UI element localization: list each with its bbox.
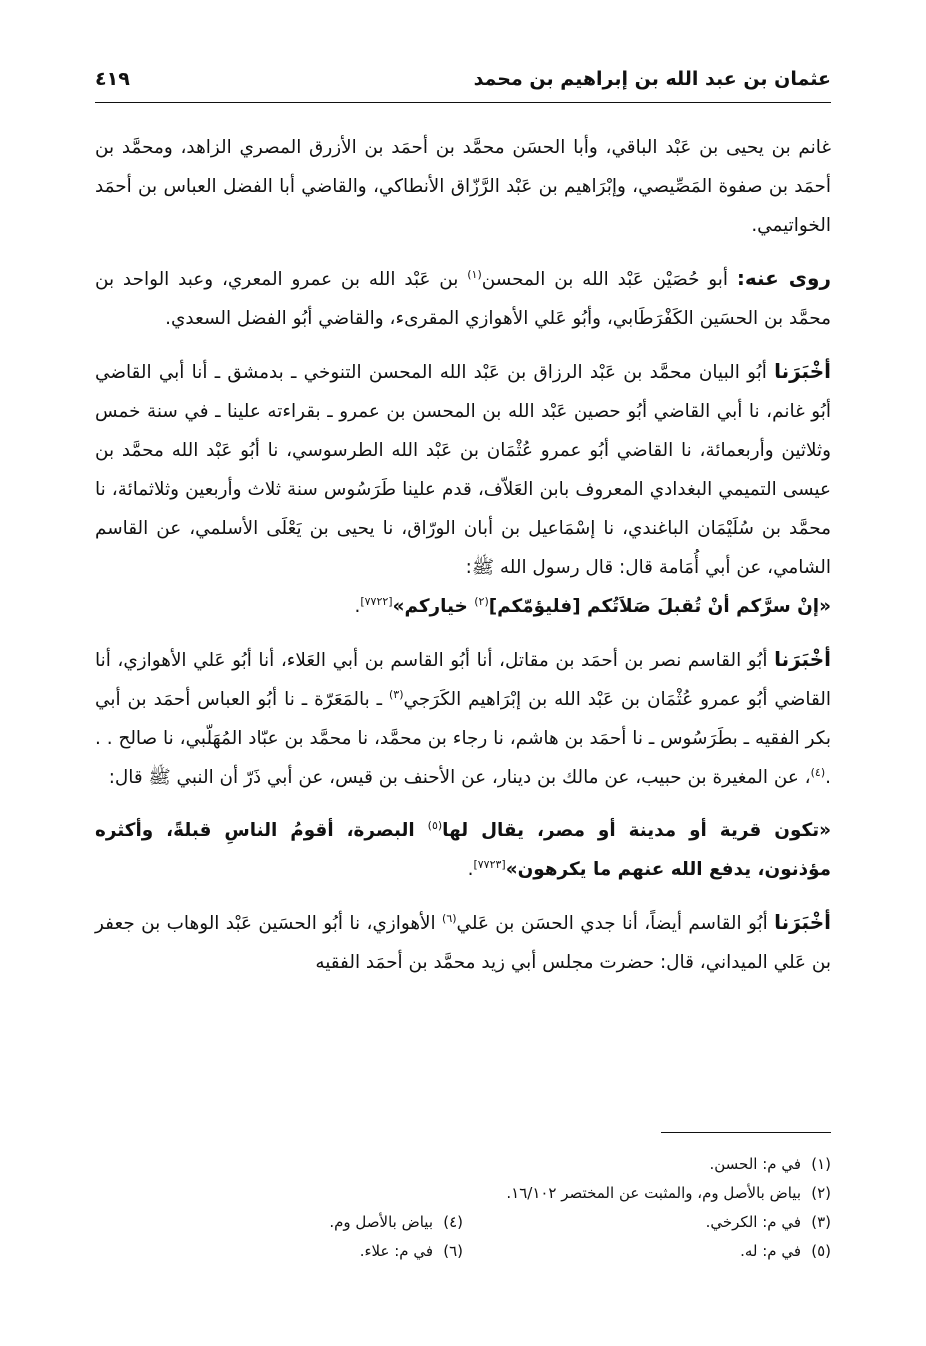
paragraph-4 (95, 640, 831, 797)
hadith-ref-7722: [٧٧٢٢] (360, 594, 393, 608)
footnote-text: بياض بالأصل وم، والمثبت عن المختصر ١٦/١٠٢. (506, 1184, 801, 1202)
paragraph-5 (95, 903, 831, 982)
footnote-divider (661, 1132, 831, 1133)
footnote-ref-2: (٢) (474, 594, 489, 608)
footnote-row (95, 1150, 831, 1179)
footnote-ref-3: (٣) (389, 687, 404, 701)
footnote-text: في م: الكرخي. (705, 1213, 801, 1231)
running-header (95, 62, 831, 103)
footnote-text: بياض بالأصل وم. (329, 1213, 433, 1231)
hadith-2-end: . (467, 859, 474, 880)
footnote-number: (٢) (811, 1184, 831, 1202)
akhbarana-label-2: أخْبَرَنا (774, 647, 831, 671)
footnote-6 (95, 1237, 463, 1266)
footnote-text: في م: له. (740, 1242, 801, 1260)
footnote-number: (٤) (443, 1213, 463, 1231)
hadith-1-end: . (354, 596, 361, 617)
footnote-ref-6: (٦) (442, 911, 457, 925)
footnote-ref-4: (٤) (810, 765, 826, 779)
footnote-3 (463, 1208, 831, 1237)
footnote-number: (٣) (811, 1213, 831, 1231)
footnote-ref-1: (١) (467, 267, 482, 281)
hadith-ref-7723: [٧٧٢٣] (473, 857, 506, 871)
paragraph-4-part-b: ـ بالمَعَرّة ـ نا أبُو العباس أحمَد بن أبي بكر الفقيه ـ بطَرَسُوس ـ نا أحمَد بن هاشم، نا رجاء بن محمَّد، نا محمَّد بن عبّاد المُهَلّبي، نا صالح . . . (95, 689, 831, 788)
footnote-ref-5: (٥) (427, 818, 443, 832)
body-text (95, 128, 831, 996)
footnote-1 (461, 1150, 831, 1179)
paragraph-2-part-b: بن عَبْد الله بن عمرو المعري، وعبد الواحد بن محمَّد بن الحسَين الكَفْرَطَابي، وأبُو عَلي الأهوازي المقرىء، والقاضي أبُو الفضل السعدي. (95, 269, 831, 329)
paragraph-4-part-a: أبُو القاسم نصر بن أحمَد بن مقاتل، أنا أبُو القاسم بن أبي العَلاء، أنا أبُو عَلي الأهوازي، أنا القاضي أبُو عمرو عُثْمَان بن عَبْد الله بن إبْرَاهيم الكَرَجي (95, 650, 831, 710)
paragraph-1-text: غانم بن يحيى بن عَبْد الباقي، وأبا الحسَن محمَّد بن أحمَد بن الأزرق المصري الزاهد، ومحمَّد بن أحمَد بن صفوة المَصِّيصي، وإبْرَاهيم بن عَبْد الرَّزّاق الأنطاكي، والقاضي أبا الفضل العباس بن أحمَد الخواتيمي. (95, 137, 831, 236)
paragraph-2-part-a: أبو حُصَيْن عَبْد الله بن المحسن (481, 269, 737, 290)
page-number: ٤١٩ (95, 68, 130, 90)
akhbarana-label-1: أخْبَرَنا (774, 359, 831, 383)
paragraph-5-part-a: أبُو القاسم أيضاً، أنا جدي الحسَن بن عَلي (456, 913, 775, 934)
footnote-4 (95, 1208, 463, 1237)
paragraph-3-text: أبُو البيان محمَّد بن عَبْد الرزاق بن عَبْد الله المحسن التنوخي ـ بدمشق ـ أنا أبي القاضي أبُو غانم، نا أبي القاضي أبُو حصين عَبْد الله بن المحسن بن عمرو ـ بقراءته علينا ـ في سنة خمس وثلاثين وأربعمائة، نا القاضي أبُو عمرو عُثْمَان بن عَبْد الله الطرسوسي، نا أبُو عَبْد الله محمَّد بن عيسى التميمي البغدادي المعروف بابن العَلاّف، قدم علينا طَرَسُوس سنة ثلاث وأربعين وثلاثمائة، نا محمَّد بن سُلَيْمَان الباغندي، نا إسْمَاعيل بن أبان الورّاق، نا يحيى بن يَعْلَى الأسلمي، عن القاسم الشامي، عن أبي أُمَامة قال: قال رسول الله ﷺ: (95, 362, 831, 578)
footnote-number: (١) (811, 1155, 831, 1173)
narrators-from-label: روى عنه: (736, 266, 831, 290)
paragraph-2 (95, 259, 831, 338)
footnote-5 (463, 1237, 831, 1266)
hadith-1-part-b: خياركم» (392, 596, 475, 617)
footnote-2 (506, 1179, 831, 1208)
paragraph-4-part-c: ، عن المغيرة بن حبيب، عن مالك بن دينار، عن الأحنف بن قيس، عن أبي ذَرّ أن النبي ﷺ قال: (108, 767, 811, 788)
hadith-2 (95, 811, 831, 889)
footnote-row (95, 1179, 831, 1208)
akhbarana-label-3: أخْبَرَنا (774, 910, 831, 934)
hadith-1-part-a: «إنْ سرَّكم أنْ تُقبلَ صَلاَتُكم [فليؤمّكم] (488, 596, 831, 617)
paragraph-1 (95, 128, 831, 245)
hadith-2-part-b: البصرة، أقومُ الناسِ قبلةً، وأكثره مؤذنون، يدفع الله عنهم ما يكرهون» (95, 820, 831, 880)
footnote-row (95, 1237, 831, 1266)
paragraph-5-part-b: الأهوازي، نا أبُو الحسَين عَبْد الوهاب بن جعفر بن عَلي الميداني، قال: حضرت مجلس أبي زيد محمَّد بن أحمَد الفقيه (95, 913, 831, 973)
running-title: عثمان بن عبد الله بن إبراهيم بن محمد (473, 68, 831, 90)
footnote-number: (٥) (811, 1242, 831, 1260)
footnote-text: في م: الحسن. (709, 1155, 801, 1173)
footnote-row (95, 1208, 831, 1237)
footnote-number: (٦) (443, 1242, 463, 1260)
hadith-2-part-a: «تكون قرية أو مدينة أو مصر، يقال لها (442, 820, 831, 841)
footnotes (95, 1150, 831, 1266)
footnote-text: في م: علاء. (359, 1242, 433, 1260)
paragraph-3 (95, 352, 831, 626)
